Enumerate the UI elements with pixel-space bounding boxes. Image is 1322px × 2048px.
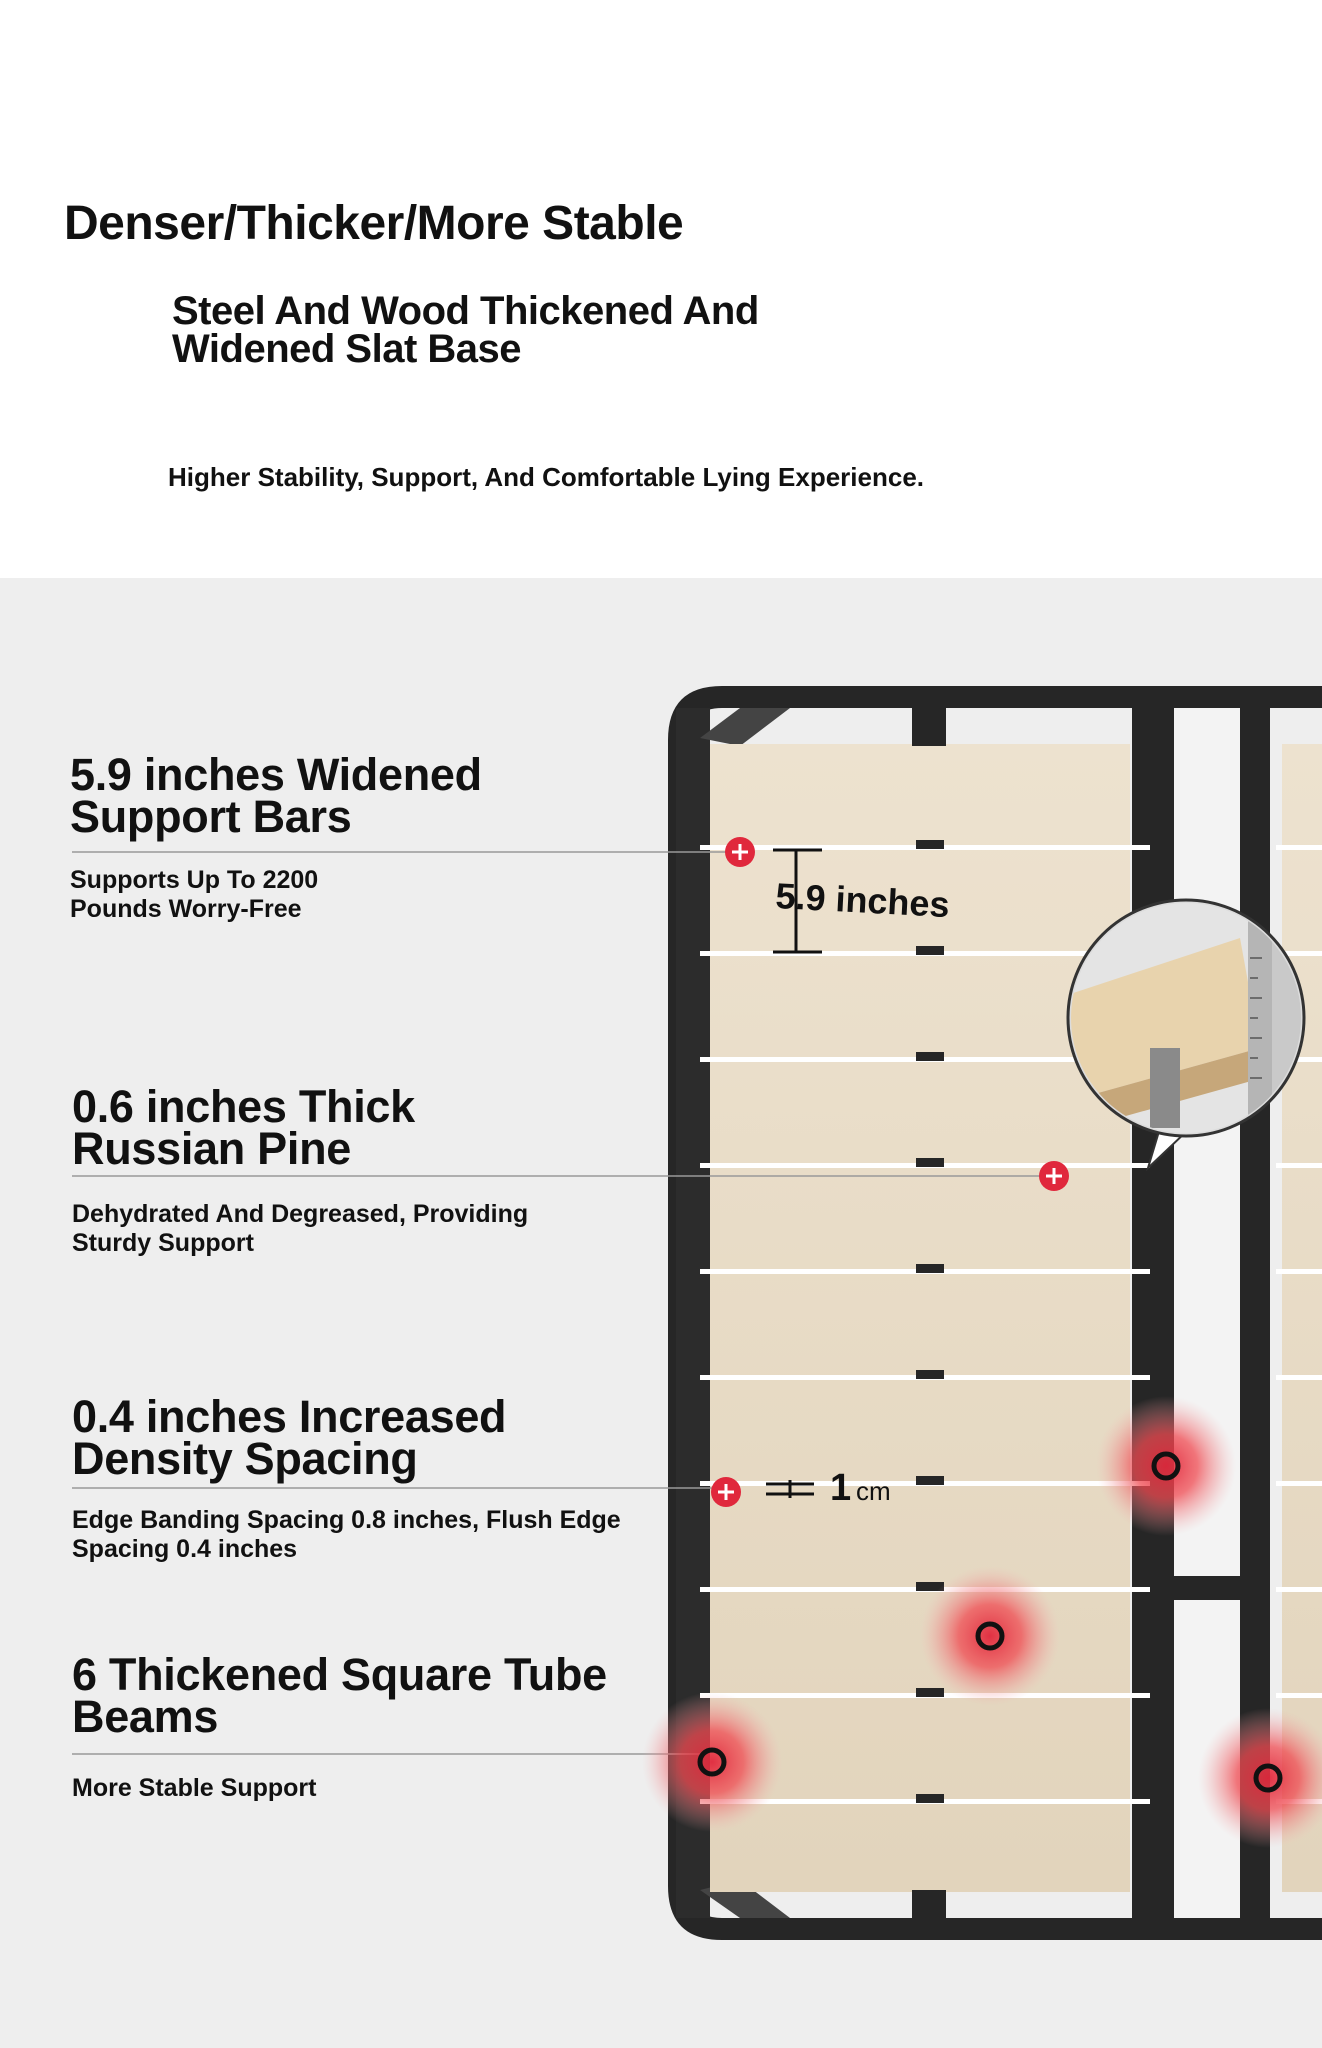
feature-support-bars	[70, 749, 482, 924]
feature-desc-line-1: More Stable Support	[72, 1774, 317, 1802]
gap-number-label: 1	[830, 1467, 852, 1509]
feature-title-line-1: 0.4 inches Increased	[72, 1391, 507, 1442]
feature-russian-pine	[72, 1081, 529, 1258]
slat-width-label: 5.9 inches	[774, 875, 951, 926]
feature-desc-line-1: Supports Up To 2200	[70, 866, 319, 894]
feature-description	[72, 1506, 621, 1564]
feature-desc-line-2: Spacing 0.4 inches	[72, 1535, 298, 1563]
pulse-target-icon	[1096, 1396, 1236, 1536]
center-rail-1	[1132, 708, 1174, 1918]
subheadline-line-2: Widened Slat Base	[172, 327, 522, 371]
feature-desc-line-2: Pounds Worry-Free	[70, 895, 302, 923]
feature-title-line-1: 5.9 inches Widened	[70, 749, 482, 800]
headline: Denser/Thicker/More Stable	[64, 197, 684, 250]
gap-unit-label: cm	[856, 1476, 891, 1506]
feature-title-line-2: Russian Pine	[72, 1123, 351, 1174]
feature-title	[72, 1391, 621, 1484]
feature-title	[72, 1649, 607, 1742]
spine-top	[912, 708, 946, 746]
tagline: Higher Stability, Support, And Comfortable Lying Experience.	[168, 462, 925, 492]
plus-marker-icon	[725, 837, 755, 867]
feature-description	[72, 1200, 528, 1258]
feature-title-line-1: 0.6 inches Thick	[72, 1081, 415, 1132]
pulse-target-icon	[642, 1692, 782, 1832]
feature-title-line-2: Support Bars	[70, 791, 352, 842]
plus-marker-icon	[711, 1477, 741, 1507]
product-diagram-section	[0, 578, 1322, 2048]
corner-brace-top	[700, 708, 790, 746]
subheadline	[172, 289, 872, 371]
feature-title-line-2: Beams	[72, 1691, 219, 1742]
feature-title-line-2: Density Spacing	[72, 1433, 418, 1484]
feature-description	[72, 1774, 607, 1803]
spine-bottom	[912, 1890, 946, 1920]
feature-description	[70, 866, 482, 924]
feature-title	[70, 749, 482, 842]
plus-marker-icon	[1039, 1161, 1069, 1191]
cross-beam	[1174, 1576, 1240, 1600]
feature-square-tube-beams	[72, 1649, 607, 1803]
pulse-target-icon	[920, 1566, 1060, 1706]
feature-desc-line-2: Sturdy Support	[72, 1229, 254, 1257]
header-section	[0, 0, 1322, 578]
feature-desc-line-1: Edge Banding Spacing 0.8 inches, Flush Edge	[72, 1506, 621, 1534]
feature-density-spacing	[72, 1391, 621, 1564]
feature-title	[72, 1081, 528, 1174]
feature-desc-line-1: Dehydrated And Degreased, Providing	[72, 1200, 529, 1228]
feature-title-line-1: 6 Thickened Square Tube	[72, 1649, 607, 1700]
subheadline-line-1: Steel And Wood Thickened And	[172, 289, 759, 333]
